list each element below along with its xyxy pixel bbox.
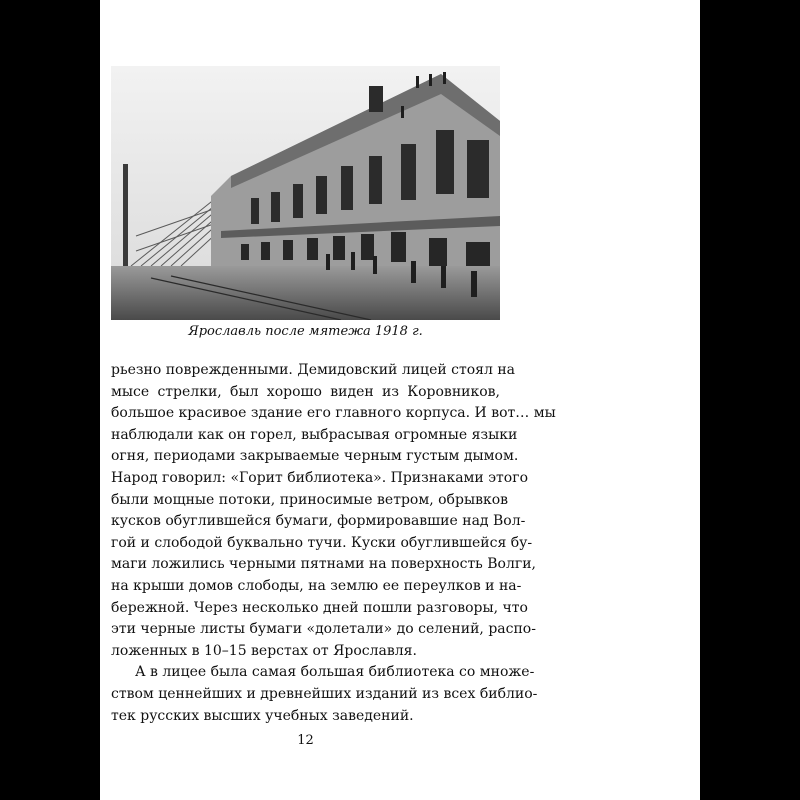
text-line: на крыши домов слободы, на землю ее переулков и на-: [111, 577, 522, 594]
photo-caption: Ярославль после мятежа 1918 г.: [188, 324, 423, 339]
text-line: ством ценнейших и древнейших изданий из всех библио-: [111, 685, 538, 702]
text-line: наблюдали как он горел, выбрасывая огромные языки: [111, 426, 518, 443]
paragraph-2: [111, 662, 538, 727]
text-line: маги ложились черными пятнами на поверхность Волги,: [111, 556, 536, 573]
text-line: тек русских высших учебных заведений.: [111, 707, 414, 724]
text-line: Народ говорил: «Горит библиотека». Признаками этого: [111, 469, 528, 486]
text-line: были мощные потоки, приносимые ветром, обрывков: [111, 491, 509, 508]
text-line: эти черные листы бумаги «долетали» до селений, распо-: [111, 621, 536, 638]
text-line: А в лицее была самая большая библиотека со множе-: [135, 664, 535, 681]
page-number: 12: [297, 733, 314, 748]
text-line: рьезно поврежденными. Демидовский лицей стоял на: [111, 362, 515, 378]
text-line: гой и слободой буквально тучи. Куски обуглившейся бу-: [111, 534, 533, 551]
paragraph-1: [111, 360, 556, 662]
body-text: [111, 360, 556, 727]
left-black-margin: [0, 0, 100, 800]
text-line: кусков обуглившейся бумаги, формировавшие над Вол-: [111, 513, 526, 530]
text-line: большое красивое здание его главного корпуса. И вот… мы: [111, 405, 556, 422]
ruined-building-photo: [111, 66, 500, 320]
text-line: мысе стрелки, был хорошо виден из Коровников,: [111, 383, 500, 400]
text-line: огня, периодами закрываемые черным густым дымом.: [111, 448, 519, 465]
right-black-margin: [700, 0, 800, 800]
text-line: ложенных в 10–15 верстах от Ярославля.: [111, 642, 417, 659]
text-line: бережной. Через несколько дней пошли разговоры, что: [111, 599, 528, 616]
